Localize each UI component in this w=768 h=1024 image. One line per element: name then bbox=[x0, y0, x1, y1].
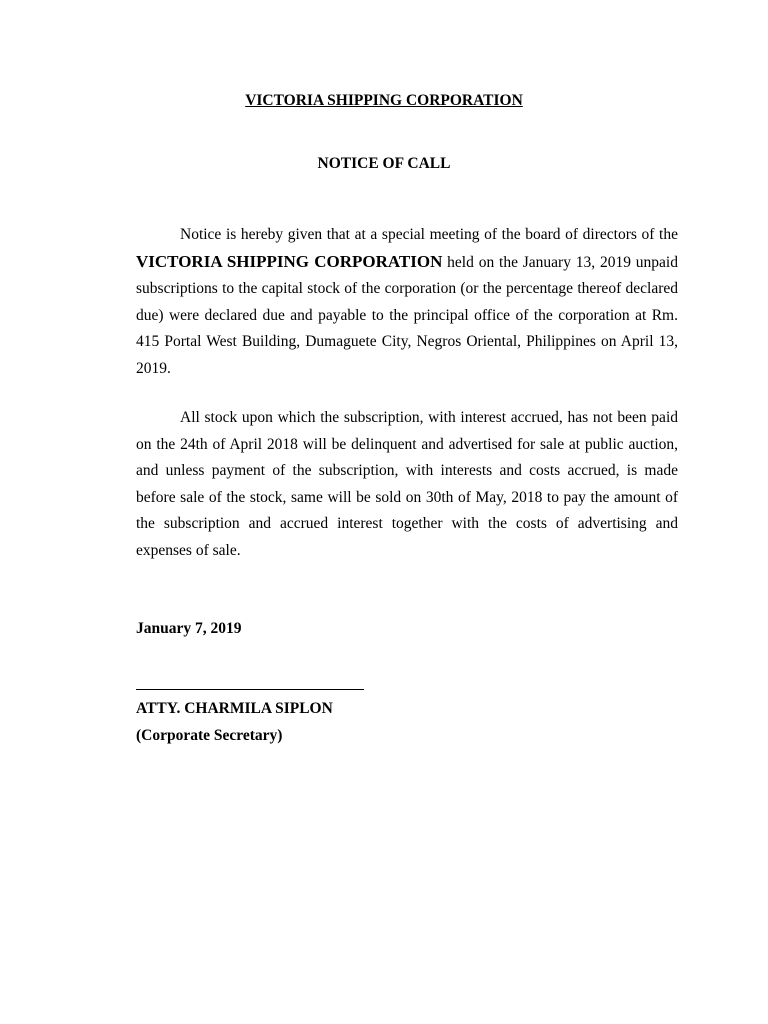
notice-paragraph-1 bbox=[136, 222, 678, 382]
signatory-name: ATTY. CHARMILA SIPLON bbox=[136, 700, 333, 717]
document-title bbox=[0, 92, 768, 110]
signatory-title: (Corporate Secretary) bbox=[136, 727, 283, 744]
company-name-inline: VICTORIA SHIPPING CORPORATION bbox=[136, 251, 443, 271]
notice-paragraph-2 bbox=[136, 405, 678, 564]
paragraph-2-text: All stock upon which the subscription, with interest accrued, has not been paid on the 24th of April 2018 will be delinquent and advertised for sale at public auction, and unless payment of the subscription, with interests and costs accrued, is made before sale of the stock, same will be sold on 30th of May, 2018 to pay the amount of the subscription and accrued interest together with the costs of advertising and expenses of sale. bbox=[136, 409, 678, 559]
document-title-text: VICTORIA SHIPPING CORPORATION bbox=[245, 92, 523, 109]
paragraph-1-rest: held on the January 13, 2019 unpaid subscriptions to the capital stock of the corporation (or the percentage thereof declared due) were declared due and payable to the principal office of the corporation at Rm. 415 Portal West Building, Dumaguete City, Negros Oriental, Philippines on April 13, 2019. bbox=[136, 253, 678, 377]
notice-date: January 7, 2019 bbox=[136, 620, 242, 637]
signature-line bbox=[136, 689, 364, 690]
paragraph-1-lead: Notice is hereby given that at a special meeting of the board of directors of the bbox=[180, 226, 678, 243]
document-subtitle: NOTICE OF CALL bbox=[317, 155, 451, 172]
